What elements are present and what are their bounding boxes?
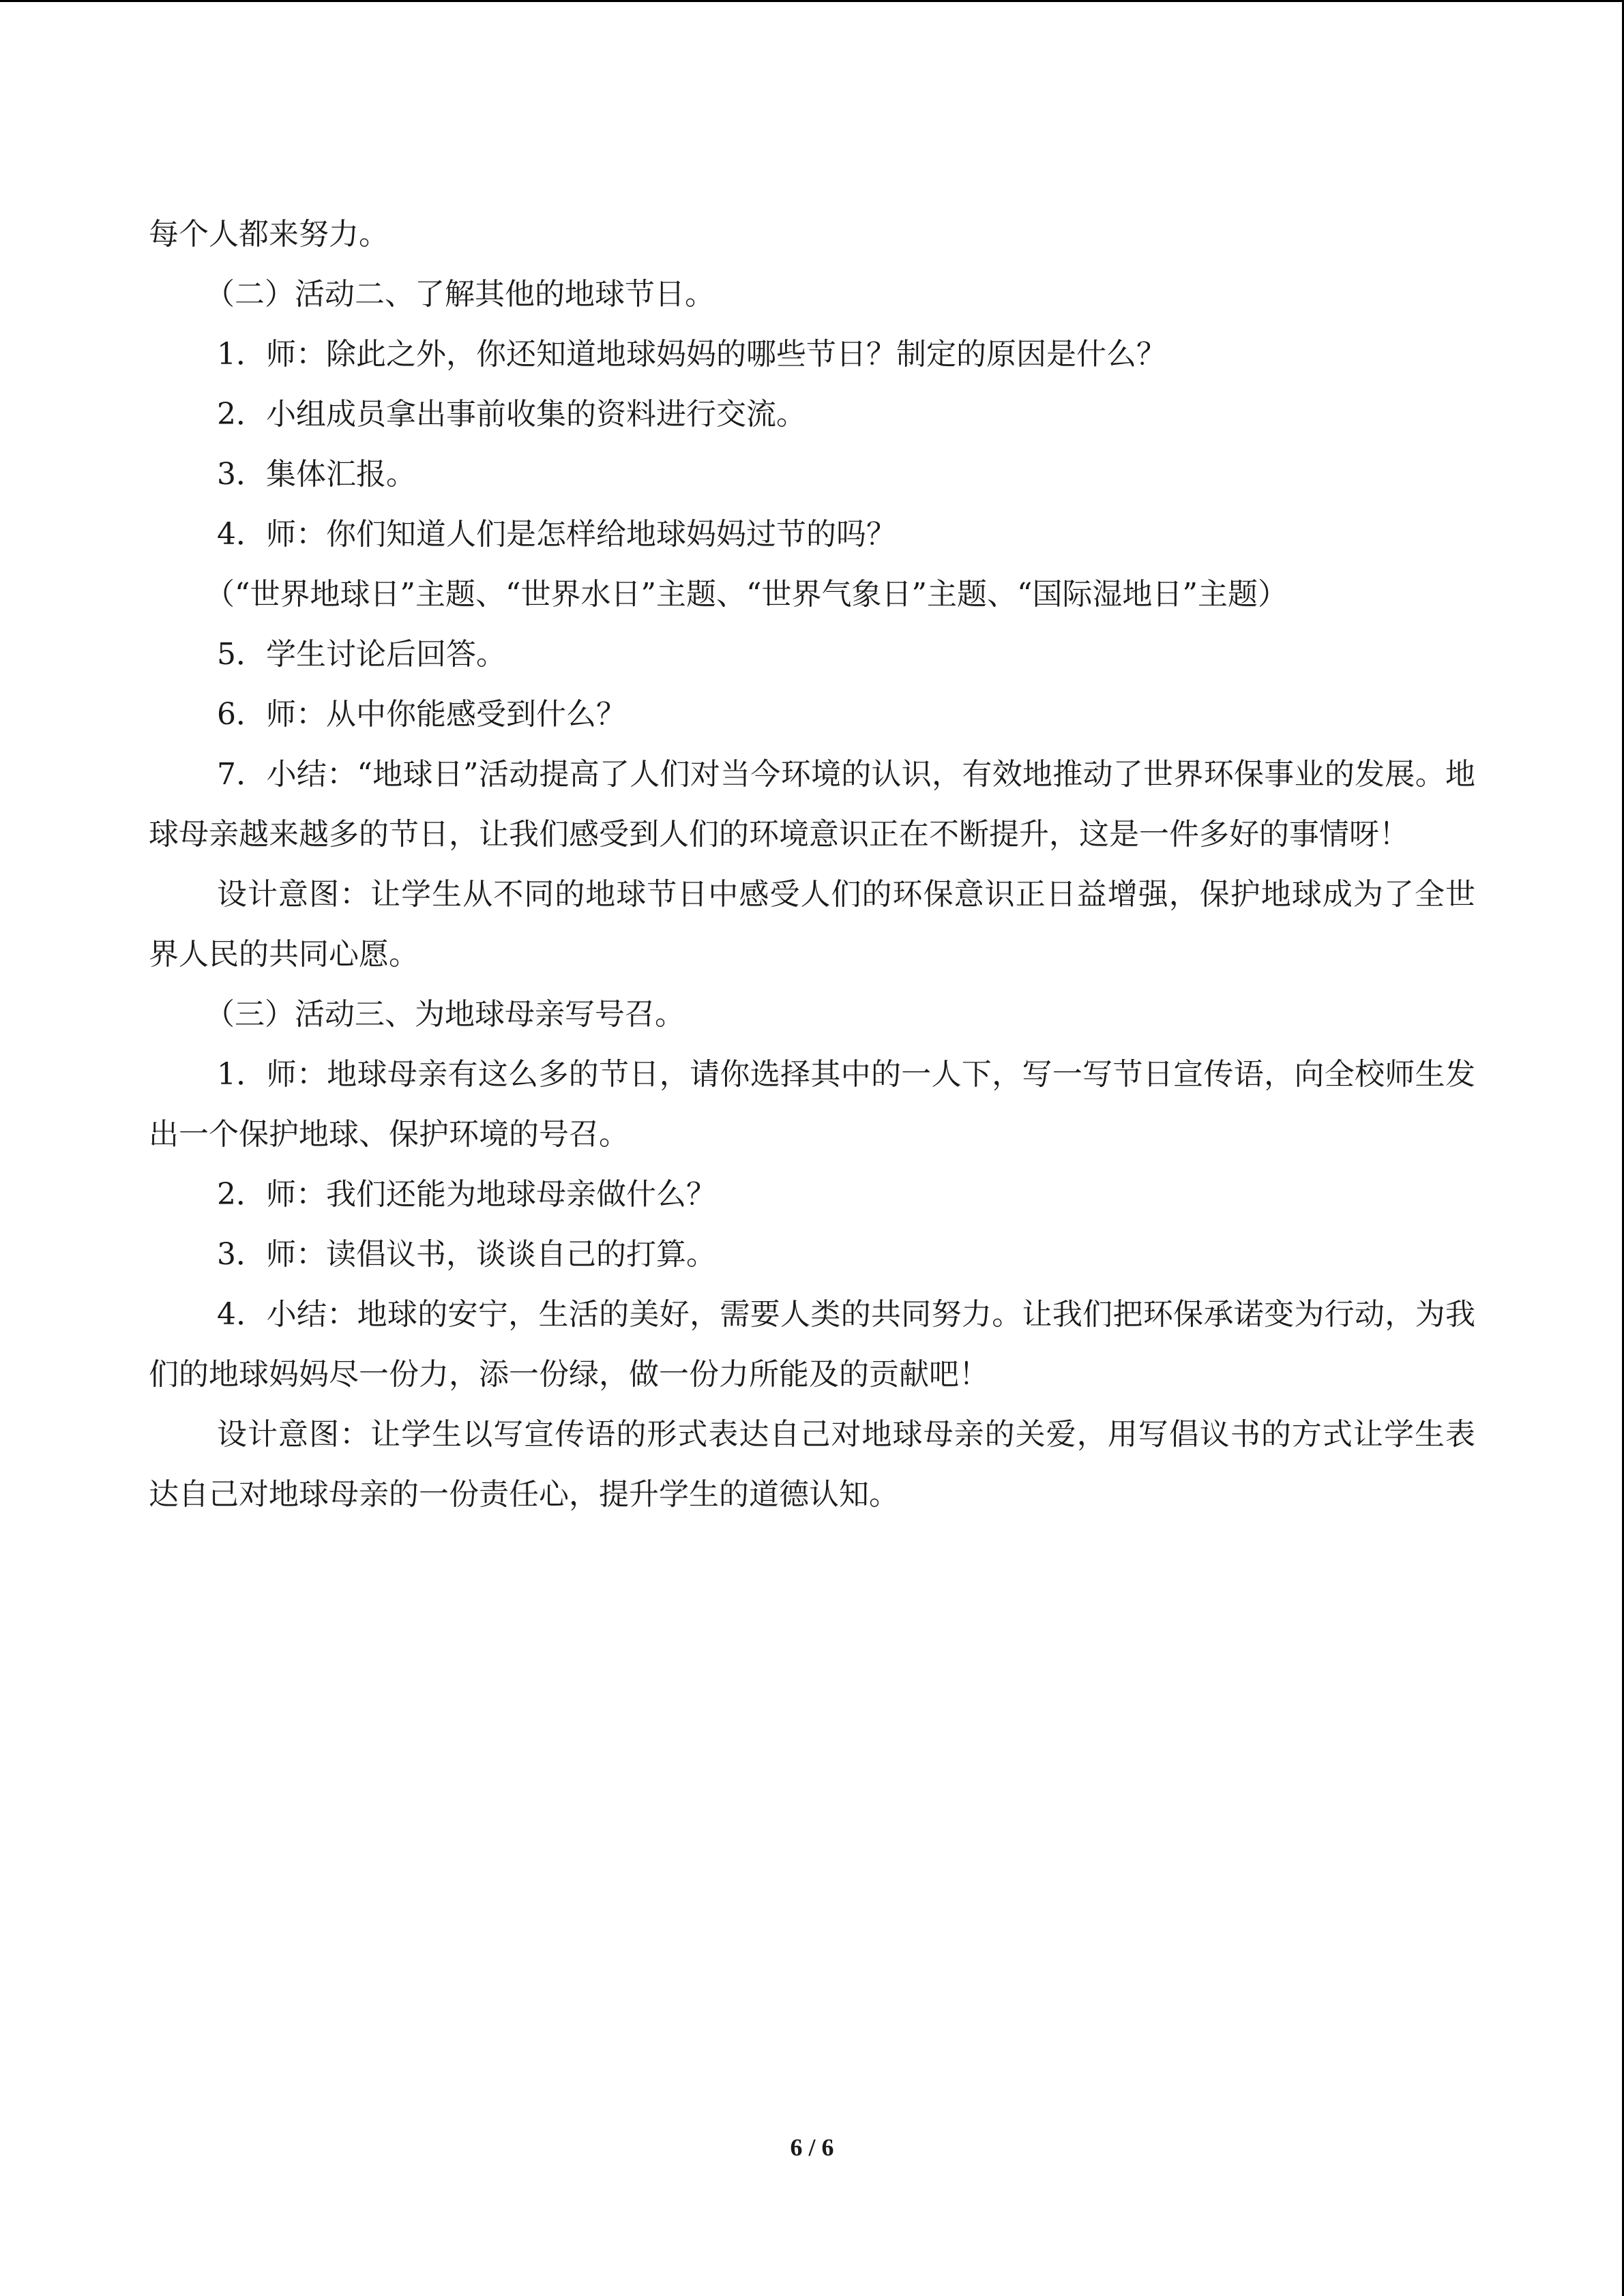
list-item-summary: 7．小结：“地球日”活动提高了人们对当今环境的认识，有效地推动了世界环保事业的发展。地球母亲越来越多的节日，让我们感受到人们的环境意识正在不断提升，这是一件多好的事情呀！	[149, 757, 1475, 852]
list-item: 2．师：我们还能为地球母亲做什么？	[217, 1177, 716, 1212]
list-item: 2．小组成员拿出事前收集的资料进行交流。	[217, 397, 806, 432]
section-heading-activity-three: （三）活动三、为地球母亲写号召。	[205, 997, 685, 1032]
list-item: 5．学生讨论后回答。	[217, 637, 506, 672]
list-item: 4．师：你们知道人们是怎样给地球妈妈过节的吗？	[217, 517, 896, 552]
list-item: 6．师：从中你能感受到什么？	[217, 697, 626, 732]
list-item: 1．师：地球母亲有这么多的节日，请你选择其中的一人下，写一写节日宣传语，向全校师生发出一个保护地球、保护环境的号召。	[149, 1057, 1475, 1152]
list-item: 3．集体汇报。	[217, 457, 416, 492]
list-item: 1．师：除此之外，你还知道地球妈妈的哪些节日？制定的原因是什么？	[217, 337, 1166, 372]
document-body	[149, 205, 1475, 1525]
paragraph-continuation: 每个人都来努力。	[149, 217, 389, 252]
list-item-summary: 4．小结：地球的安宁，生活的美好，需要人类的共同努力。让我们把环保承诺变为行动，为我们的地球妈妈尽一份力，添一份绿，做一份力所能及的贡献吧！	[149, 1297, 1475, 1392]
section-heading-activity-two: （二）活动二、了解其他的地球节日。	[205, 277, 715, 312]
design-intent-paragraph: 设计意图：让学生从不同的地球节日中感受人们的环保意识正日益增强，保护地球成为了全世界人民的共同心愿。	[149, 877, 1475, 972]
page-number: 6 / 6	[790, 2134, 834, 2161]
paragraph-themes: （“世界地球日”主题、“世界水日”主题、“世界气象日”主题、“国际湿地日”主题）	[205, 577, 1288, 612]
list-item: 3．师：读倡议书，谈谈自己的打算。	[217, 1237, 716, 1272]
design-intent-paragraph: 设计意图：让学生以写宣传语的形式表达自己对地球母亲的关爱，用写倡议书的方式让学生表达自己对地球母亲的一份责任心，提升学生的道德认知。	[149, 1417, 1475, 1512]
